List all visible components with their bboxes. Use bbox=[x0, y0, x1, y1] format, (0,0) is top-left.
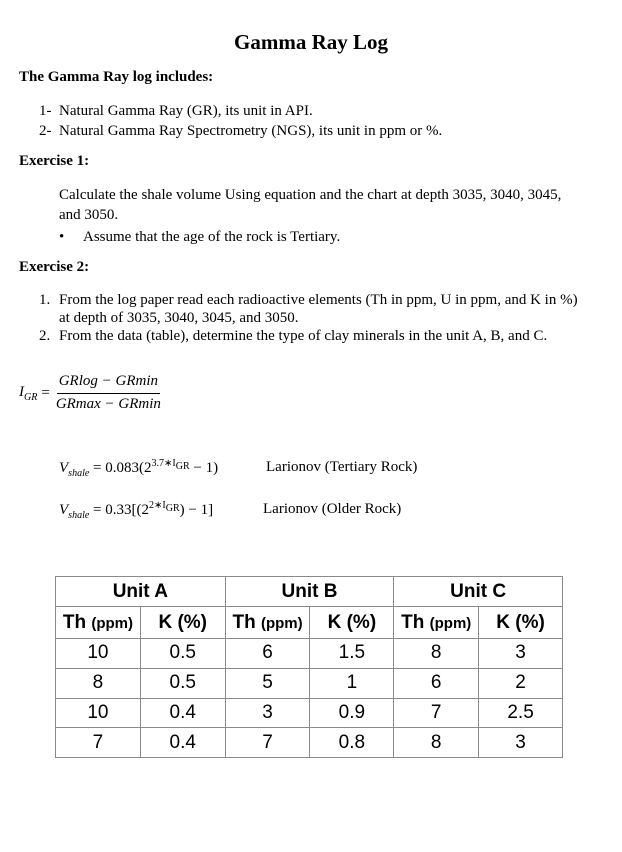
table-cell: 7 bbox=[56, 728, 141, 758]
table-cell: 1.5 bbox=[310, 639, 394, 669]
table-cell: 2 bbox=[479, 668, 563, 698]
vshale-tertiary-equation: $V_{shale} = 0.083(2^{3.7∗I_{GR}} - 1)$ bbox=[59, 458, 219, 479]
table-cell: 0.5 bbox=[140, 668, 225, 698]
table-cell: 8 bbox=[56, 668, 141, 698]
list-marker: 2- bbox=[39, 123, 52, 139]
table-cell: 10 bbox=[56, 639, 141, 669]
list-marker: 2. bbox=[39, 328, 51, 344]
table-cell: 8 bbox=[394, 639, 479, 669]
table-cell: 1 bbox=[310, 668, 394, 698]
exercise1-heading: Exercise 1: bbox=[19, 153, 90, 169]
table-cell: 3 bbox=[479, 728, 563, 758]
table-cell: 6 bbox=[225, 639, 310, 669]
table-cell: 0.8 bbox=[310, 728, 394, 758]
table-cell: 0.4 bbox=[140, 728, 225, 758]
exercise2-heading: Exercise 2: bbox=[19, 259, 90, 275]
intro-item-2 bbox=[39, 122, 443, 141]
tertiary-tail: − 1) bbox=[189, 460, 219, 476]
igr-equation bbox=[19, 373, 163, 413]
igr-numerator: GRlog − GRmin bbox=[57, 373, 160, 394]
clay-data-table bbox=[55, 576, 563, 758]
tertiary-coefficient: 0.083(2 bbox=[105, 460, 152, 476]
unit-b-header: Unit B bbox=[225, 577, 394, 607]
exercise2-item-2 bbox=[39, 327, 548, 346]
exercise1-bullet bbox=[59, 228, 341, 247]
exercise2-item-1 bbox=[39, 291, 578, 310]
unit-c-header: Unit C bbox=[394, 577, 563, 607]
table-cell: 6 bbox=[394, 668, 479, 698]
table-row bbox=[56, 668, 563, 698]
th-column-header: Th (ppm) bbox=[225, 607, 310, 639]
equals-sign: = bbox=[93, 502, 102, 518]
tertiary-label: Larionov (Tertiary Rock) bbox=[266, 459, 418, 475]
equals-sign: = bbox=[41, 384, 50, 401]
list-marker: 1. bbox=[39, 292, 51, 308]
table-row bbox=[56, 639, 563, 669]
unit-a-header: Unit A bbox=[56, 577, 226, 607]
table-cell: 3 bbox=[225, 698, 310, 728]
vshale-symbol: $V_{shale}$ bbox=[59, 460, 90, 479]
list-item-text: Natural Gamma Ray (GR), its unit in API. bbox=[59, 103, 313, 119]
table-row bbox=[56, 728, 563, 758]
table-cell: 10 bbox=[56, 698, 141, 728]
bullet-text: Assume that the age of the rock is Tertiary. bbox=[83, 229, 341, 245]
list-marker: 1- bbox=[39, 103, 52, 119]
th-column-header: Th (ppm) bbox=[56, 607, 141, 639]
igr-denominator: GRmax − GRmin bbox=[55, 396, 161, 412]
vshale-symbol: $V_{shale}$ bbox=[59, 502, 90, 521]
table-row bbox=[56, 698, 563, 728]
list-item-text: Natural Gamma Ray Spectrometry (NGS), its unit in ppm or %. bbox=[59, 123, 443, 139]
table-cell: 3 bbox=[479, 639, 563, 669]
exercise1-line2: and 3050. bbox=[59, 207, 119, 223]
page-title: Gamma Ray Log bbox=[234, 30, 388, 54]
equals-sign: = bbox=[93, 460, 102, 476]
older-label: Larionov (Older Rock) bbox=[263, 501, 402, 517]
table-cell: 0.5 bbox=[140, 639, 225, 669]
older-tail: ) − 1] bbox=[179, 502, 214, 518]
exercise1-line1: Calculate the shale volume Using equation and the chart at depth 3035, 3040, 3045, bbox=[59, 187, 562, 203]
exercise2-item-1-cont: at depth of 3035, 3040, 3045, and 3050. bbox=[59, 310, 299, 326]
list-item-text: From the log paper read each radioactive elements (Th in ppm, U in ppm, and K in %) bbox=[59, 292, 578, 308]
table-cell: 0.4 bbox=[140, 698, 225, 728]
table-cell: 2.5 bbox=[479, 698, 563, 728]
table-cell: 8 bbox=[394, 728, 479, 758]
k-column-header: K (%) bbox=[479, 607, 563, 639]
k-column-header: K (%) bbox=[310, 607, 394, 639]
vshale-older-equation: $V_{shale} = 0.33[(2^{2∗I_{GR}}) - 1]$ bbox=[59, 500, 214, 521]
bullet-icon: • bbox=[59, 229, 65, 245]
column-header-row bbox=[56, 607, 563, 639]
table-cell: 7 bbox=[394, 698, 479, 728]
unit-header-row bbox=[56, 577, 563, 607]
intro-heading: The Gamma Ray log includes: bbox=[19, 69, 214, 85]
table-cell: 0.9 bbox=[310, 698, 394, 728]
table-cell: 7 bbox=[225, 728, 310, 758]
list-item-text: From the data (table), determine the type of clay minerals in the unit A, B, and C. bbox=[59, 328, 548, 344]
igr-fraction bbox=[54, 373, 163, 413]
older-coefficient: 0.33[(2 bbox=[105, 502, 149, 518]
igr-symbol: $I_{GR}$ bbox=[19, 383, 38, 403]
intro-item-1 bbox=[39, 102, 313, 121]
k-column-header: K (%) bbox=[140, 607, 225, 639]
th-column-header: Th (ppm) bbox=[394, 607, 479, 639]
table-cell: 5 bbox=[225, 668, 310, 698]
